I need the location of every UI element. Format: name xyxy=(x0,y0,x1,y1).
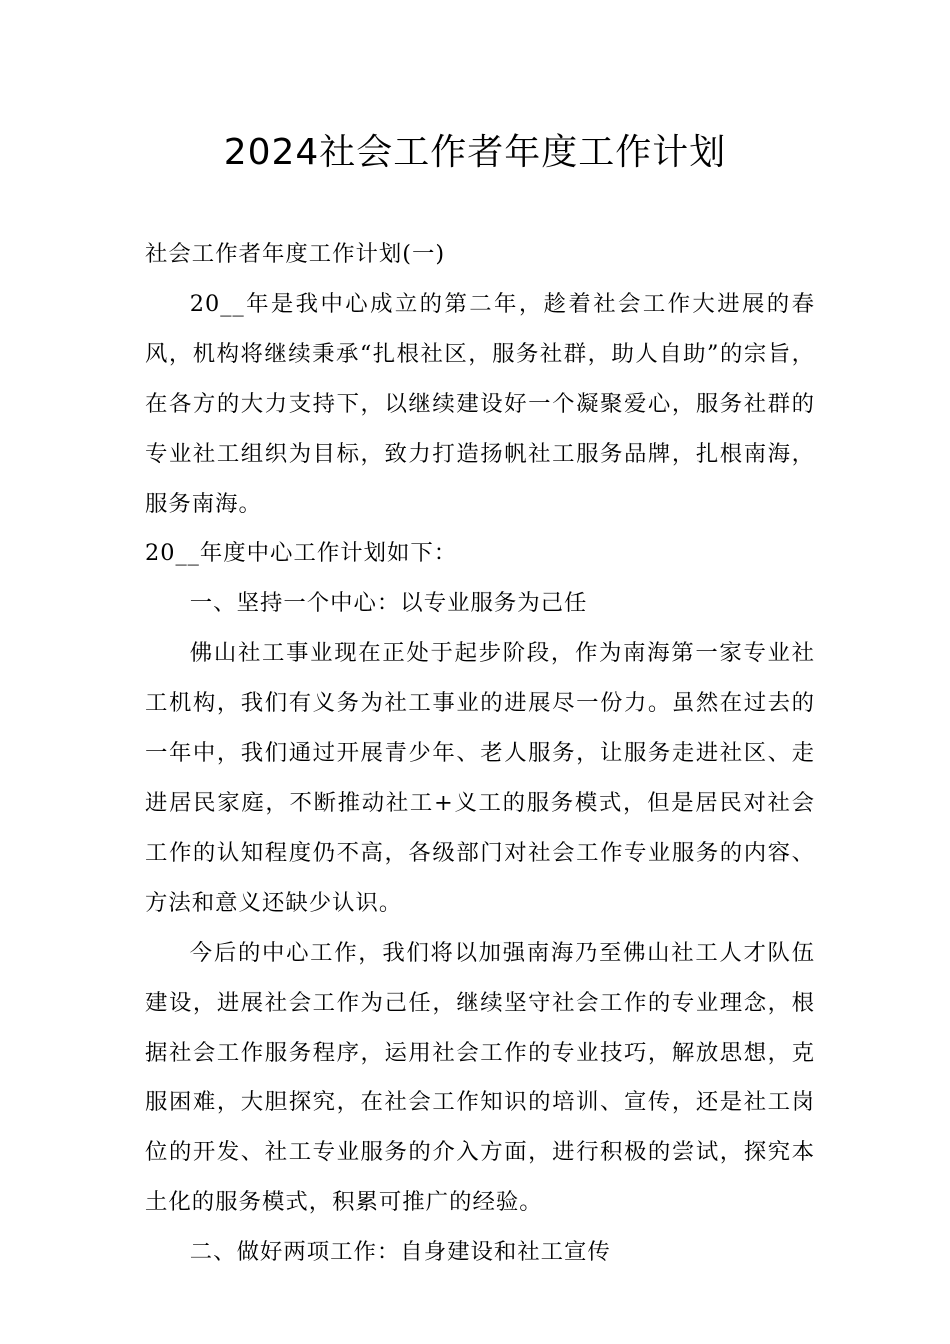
paragraph-plan-lead: 20__年度中心工作计划如下： xyxy=(145,540,458,567)
section-subtitle: 社会工作者年度工作计划(一) xyxy=(145,241,446,267)
paragraph-intro: 20__年是我中心成立的第二年，趁着社会工作大进展的春风，机构将继续秉承“扎根社区，服务社群，助人自助”的宗旨，在各方的大力支持下，以继续建设好一个凝聚爱心，服务社群的专业社工组织为目标，致力打造扬帆社工服务品牌，扎根南海，服务南海。 xyxy=(145,290,815,517)
document-title: 2024社会工作者年度工作计划 xyxy=(223,132,727,173)
paragraph-section-one-b: 今后的中心工作，我们将以加强南海乃至佛山社工人才队伍建设，进展社会工作为己任，继续坚守社会工作的专业理念，根据社会工作服务程序，运用社会工作的专业技巧，解放思想，克服困难，大胆探究，在社会工作知识的培训、宣传，还是社工岗位的开发、社工专业服务的介入方面，进行积极的尝试，探究本土化的服务模式，积累可推广的经验。 xyxy=(145,939,815,1216)
document-body xyxy=(145,230,815,1278)
heading-section-one: 一、坚持一个中心：以专业服务为己任 xyxy=(189,590,588,617)
heading-section-two: 二、做好两项工作：自身建设和社工宣传 xyxy=(189,1239,611,1266)
paragraph-section-one-a: 佛山社工事业现在正处于起步阶段，作为南海第一家专业社工机构，我们有义务为社工事业的进展尽一份力。虽然在过去的一年中，我们通过开展青少年、老人服务，让服务走进社区、走进居民家庭，不断推动社工+义工的服务模式，但是居民对社会工作的认知程度仍不高，各级部门对社会工作专业服务的内容、方法和意义还缺少认识。 xyxy=(145,640,815,916)
